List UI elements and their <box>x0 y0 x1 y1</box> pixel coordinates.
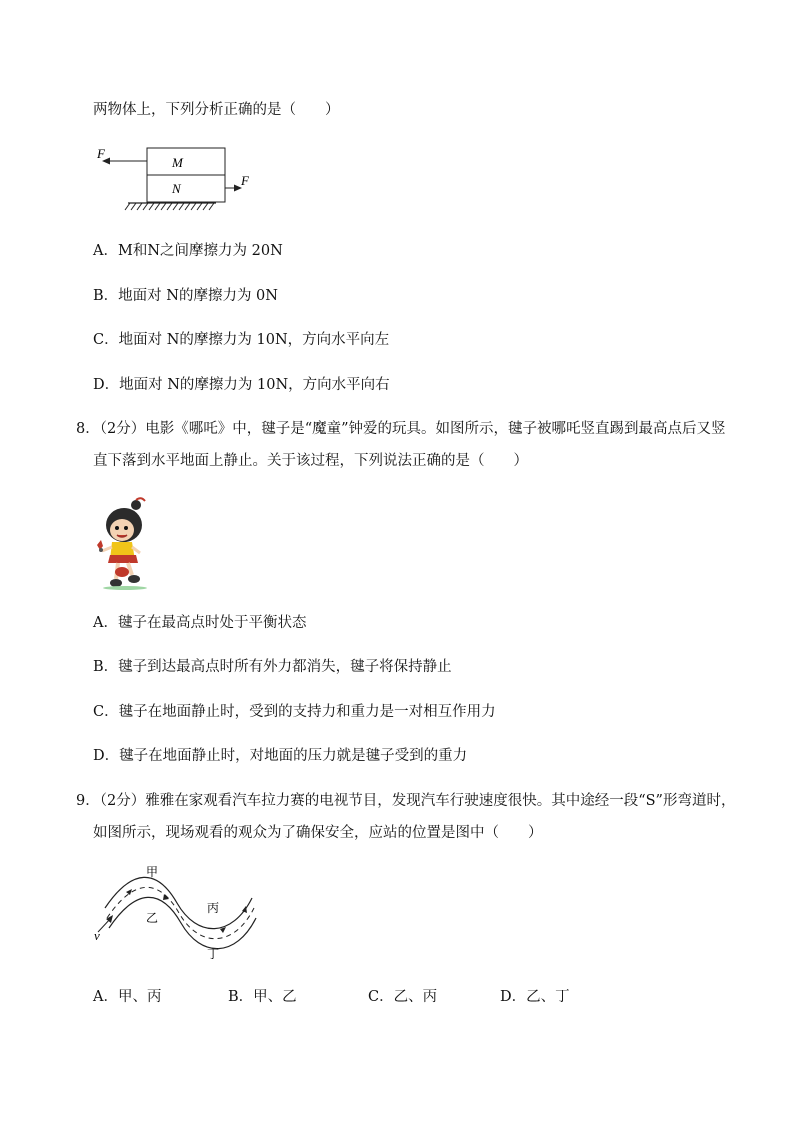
label-bing: 丙 <box>207 901 220 915</box>
q9-option-a: A．甲、丙 <box>93 989 162 1005</box>
direction-arrow-1 <box>126 889 132 895</box>
q8-stem-line1: 8．（2分）电影《哪吒》中，毽子是“魔童”钟爱的玩具。如图所示，毽子被哪吒竖直踢到最高点后又竖 <box>76 421 726 437</box>
q8-option-d: D．毽子在地面静止时，对地面的压力就是毽子受到的重力 <box>93 748 468 764</box>
ground-hatching <box>125 203 214 210</box>
road-lower-edge <box>109 897 256 948</box>
velocity-label: v <box>94 928 100 943</box>
road-upper-edge <box>105 877 252 928</box>
label-yi: 乙 <box>146 911 159 925</box>
q8-stem-line2: 直下落到水平地面上静止。关于该过程，下列说法正确的是（ ） <box>93 453 528 469</box>
q8-option-c: C．毽子在地面静止时，受到的支持力和重力是一对相互作用力 <box>93 704 496 720</box>
label-m: M <box>172 155 183 170</box>
q8-option-a: A．毽子在最高点时处于平衡状态 <box>93 615 307 631</box>
block-n <box>147 175 225 202</box>
q9-option-c: C．乙、丙 <box>368 989 438 1005</box>
label-jia: 甲 <box>146 865 159 879</box>
nezha-kicking-shuttlecock-illustration <box>92 495 158 591</box>
force-left-label: F <box>97 146 105 161</box>
q7-stem-tail: 两物体上，下列分析正确的是（ ） <box>93 102 340 118</box>
q7-option-c: C．地面对 N的摩擦力为 10N，方向水平向左 <box>93 332 390 348</box>
q7-option-b: B．地面对 N的摩擦力为 0N <box>93 288 278 304</box>
q7-option-a: A．M和N之间摩擦力为 20N <box>93 243 283 259</box>
q7-block-diagram <box>92 140 262 218</box>
block-m <box>147 148 225 175</box>
q9-stem-line1: 9．（2分）雅雅在家观看汽车拉力赛的电视节目，发现汽车行驶速度很快。其中途经一段“S”形弯道时， <box>76 793 736 809</box>
force-right-label: F <box>241 173 249 188</box>
q9-option-d: D．乙、丁 <box>500 989 570 1005</box>
q7-option-d: D．地面对 N的摩擦力为 10N，方向水平向右 <box>93 377 390 393</box>
q9-options-row <box>93 985 653 1005</box>
road-centre-dashed-line <box>107 887 254 938</box>
q9-option-b: B．甲、乙 <box>228 989 297 1005</box>
direction-arrow-2 <box>163 894 169 900</box>
label-n: N <box>172 181 181 196</box>
q8-option-b: B．毽子到达最高点时所有外力都消失，毽子将保持静止 <box>93 659 452 675</box>
s-curve-road-diagram <box>92 858 262 962</box>
label-ding: 丁 <box>207 947 220 961</box>
q9-stem-line2: 如图所示，现场观看的观众为了确保安全，应站的位置是图中（ ） <box>93 825 543 841</box>
